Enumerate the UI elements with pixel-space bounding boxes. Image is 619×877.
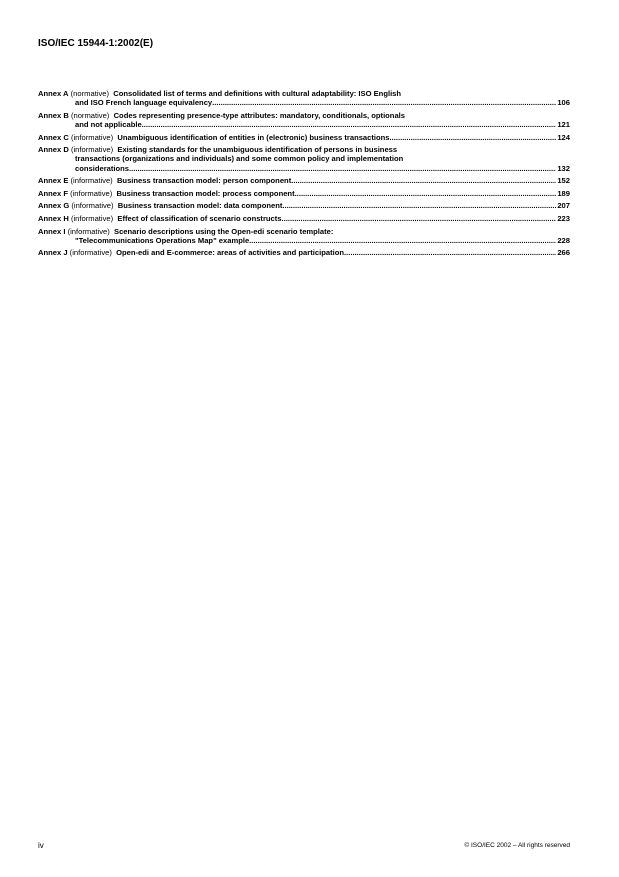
page-ref: 207 [557, 201, 570, 211]
dot-leader [295, 189, 557, 198]
annex-label: Annex B [38, 110, 69, 120]
annex-type: (normative) [70, 89, 110, 98]
annex-title-line: and not applicable [75, 120, 142, 129]
dot-leader [212, 98, 556, 107]
annex-label: Annex E [38, 176, 69, 186]
toc-entry[interactable] [38, 248, 570, 257]
toc-entry[interactable] [38, 214, 570, 223]
dot-leader [390, 133, 557, 142]
page-ref: 152 [557, 176, 570, 186]
annex-type: (normative) [70, 110, 110, 120]
page-ref: 266 [557, 248, 570, 258]
annex-title-line: transactions (organizations and individuals) and some common policy and implementation [75, 154, 404, 164]
page-ref: 124 [557, 132, 570, 142]
table-of-contents [38, 89, 570, 261]
annex-label: Annex I [38, 226, 66, 236]
page-number: iv [38, 841, 44, 850]
annex-label: Annex G [38, 201, 70, 211]
annex-title-line: Existing standards for the unambiguous identification of persons in business [117, 145, 398, 155]
dot-leader [129, 164, 556, 173]
dot-leader [282, 214, 557, 223]
toc-entry[interactable] [38, 111, 570, 129]
annex-type: (informative) [70, 132, 114, 142]
toc-entry[interactable] [38, 201, 570, 210]
toc-entry[interactable] [38, 89, 570, 107]
page-ref: 189 [557, 188, 570, 198]
page-ref: 228 [557, 235, 570, 245]
annex-title-line: Effect of classification of scenario constructs [117, 213, 282, 223]
page-ref: 106 [557, 98, 570, 108]
annex-title-line: Codes representing presence-type attributes: mandatory, conditionals, optionals [113, 110, 406, 120]
annex-title-line: considerations [75, 163, 130, 173]
annex-label: Annex F [38, 188, 68, 198]
dot-leader [344, 248, 556, 257]
toc-entry[interactable] [38, 189, 570, 198]
annex-title-line: Business transaction model: process component [116, 188, 295, 198]
annex-type: (informative) [70, 188, 113, 198]
annex-label: Annex A [38, 89, 69, 98]
page-ref: 121 [557, 120, 570, 129]
annex-title-line: "Telecommunications Operations Map" example [75, 235, 250, 245]
dot-leader [291, 176, 556, 185]
document-header: ISO/IEC 15944-1:2002(E) [38, 38, 154, 49]
annex-label: Annex H [38, 213, 69, 223]
dot-leader [142, 120, 557, 129]
page-ref: 132 [557, 163, 570, 173]
annex-title-line: Business transaction model: data component [117, 201, 283, 211]
annex-type: (informative) [70, 176, 113, 186]
annex-label: Annex C [38, 132, 69, 142]
copyright-notice: © ISO/IEC 2002 – All rights reserved [464, 842, 570, 849]
toc-entry[interactable] [38, 133, 570, 142]
toc-entry[interactable] [38, 227, 570, 245]
toc-entry[interactable] [38, 145, 570, 173]
annex-title-line: Unambiguous identification of entities in (electronic) business transactions [117, 132, 390, 142]
dot-leader [282, 201, 556, 210]
annex-type: (informative) [70, 213, 114, 223]
annex-label: Annex D [38, 145, 69, 155]
toc-entry[interactable] [38, 176, 570, 185]
annex-type: (informative) [70, 145, 114, 155]
annex-title-line: Consolidated list of terms and definitions with cultural adaptability: ISO English [113, 89, 402, 98]
annex-title-line: and ISO French language equivalency [75, 98, 213, 108]
annex-type: (informative) [67, 226, 110, 236]
annex-label: Annex J [38, 248, 68, 258]
annex-title-line: Scenario descriptions using the Open-edi scenario template: [114, 226, 334, 236]
page-ref: 223 [557, 213, 570, 223]
dot-leader [249, 236, 556, 245]
annex-title-line: Open-edi and E-commerce: areas of activities and participation [116, 248, 344, 258]
annex-type: (informative) [71, 201, 114, 211]
annex-type: (informative) [69, 248, 112, 258]
annex-title-line: Business transaction model: person component [116, 176, 292, 186]
